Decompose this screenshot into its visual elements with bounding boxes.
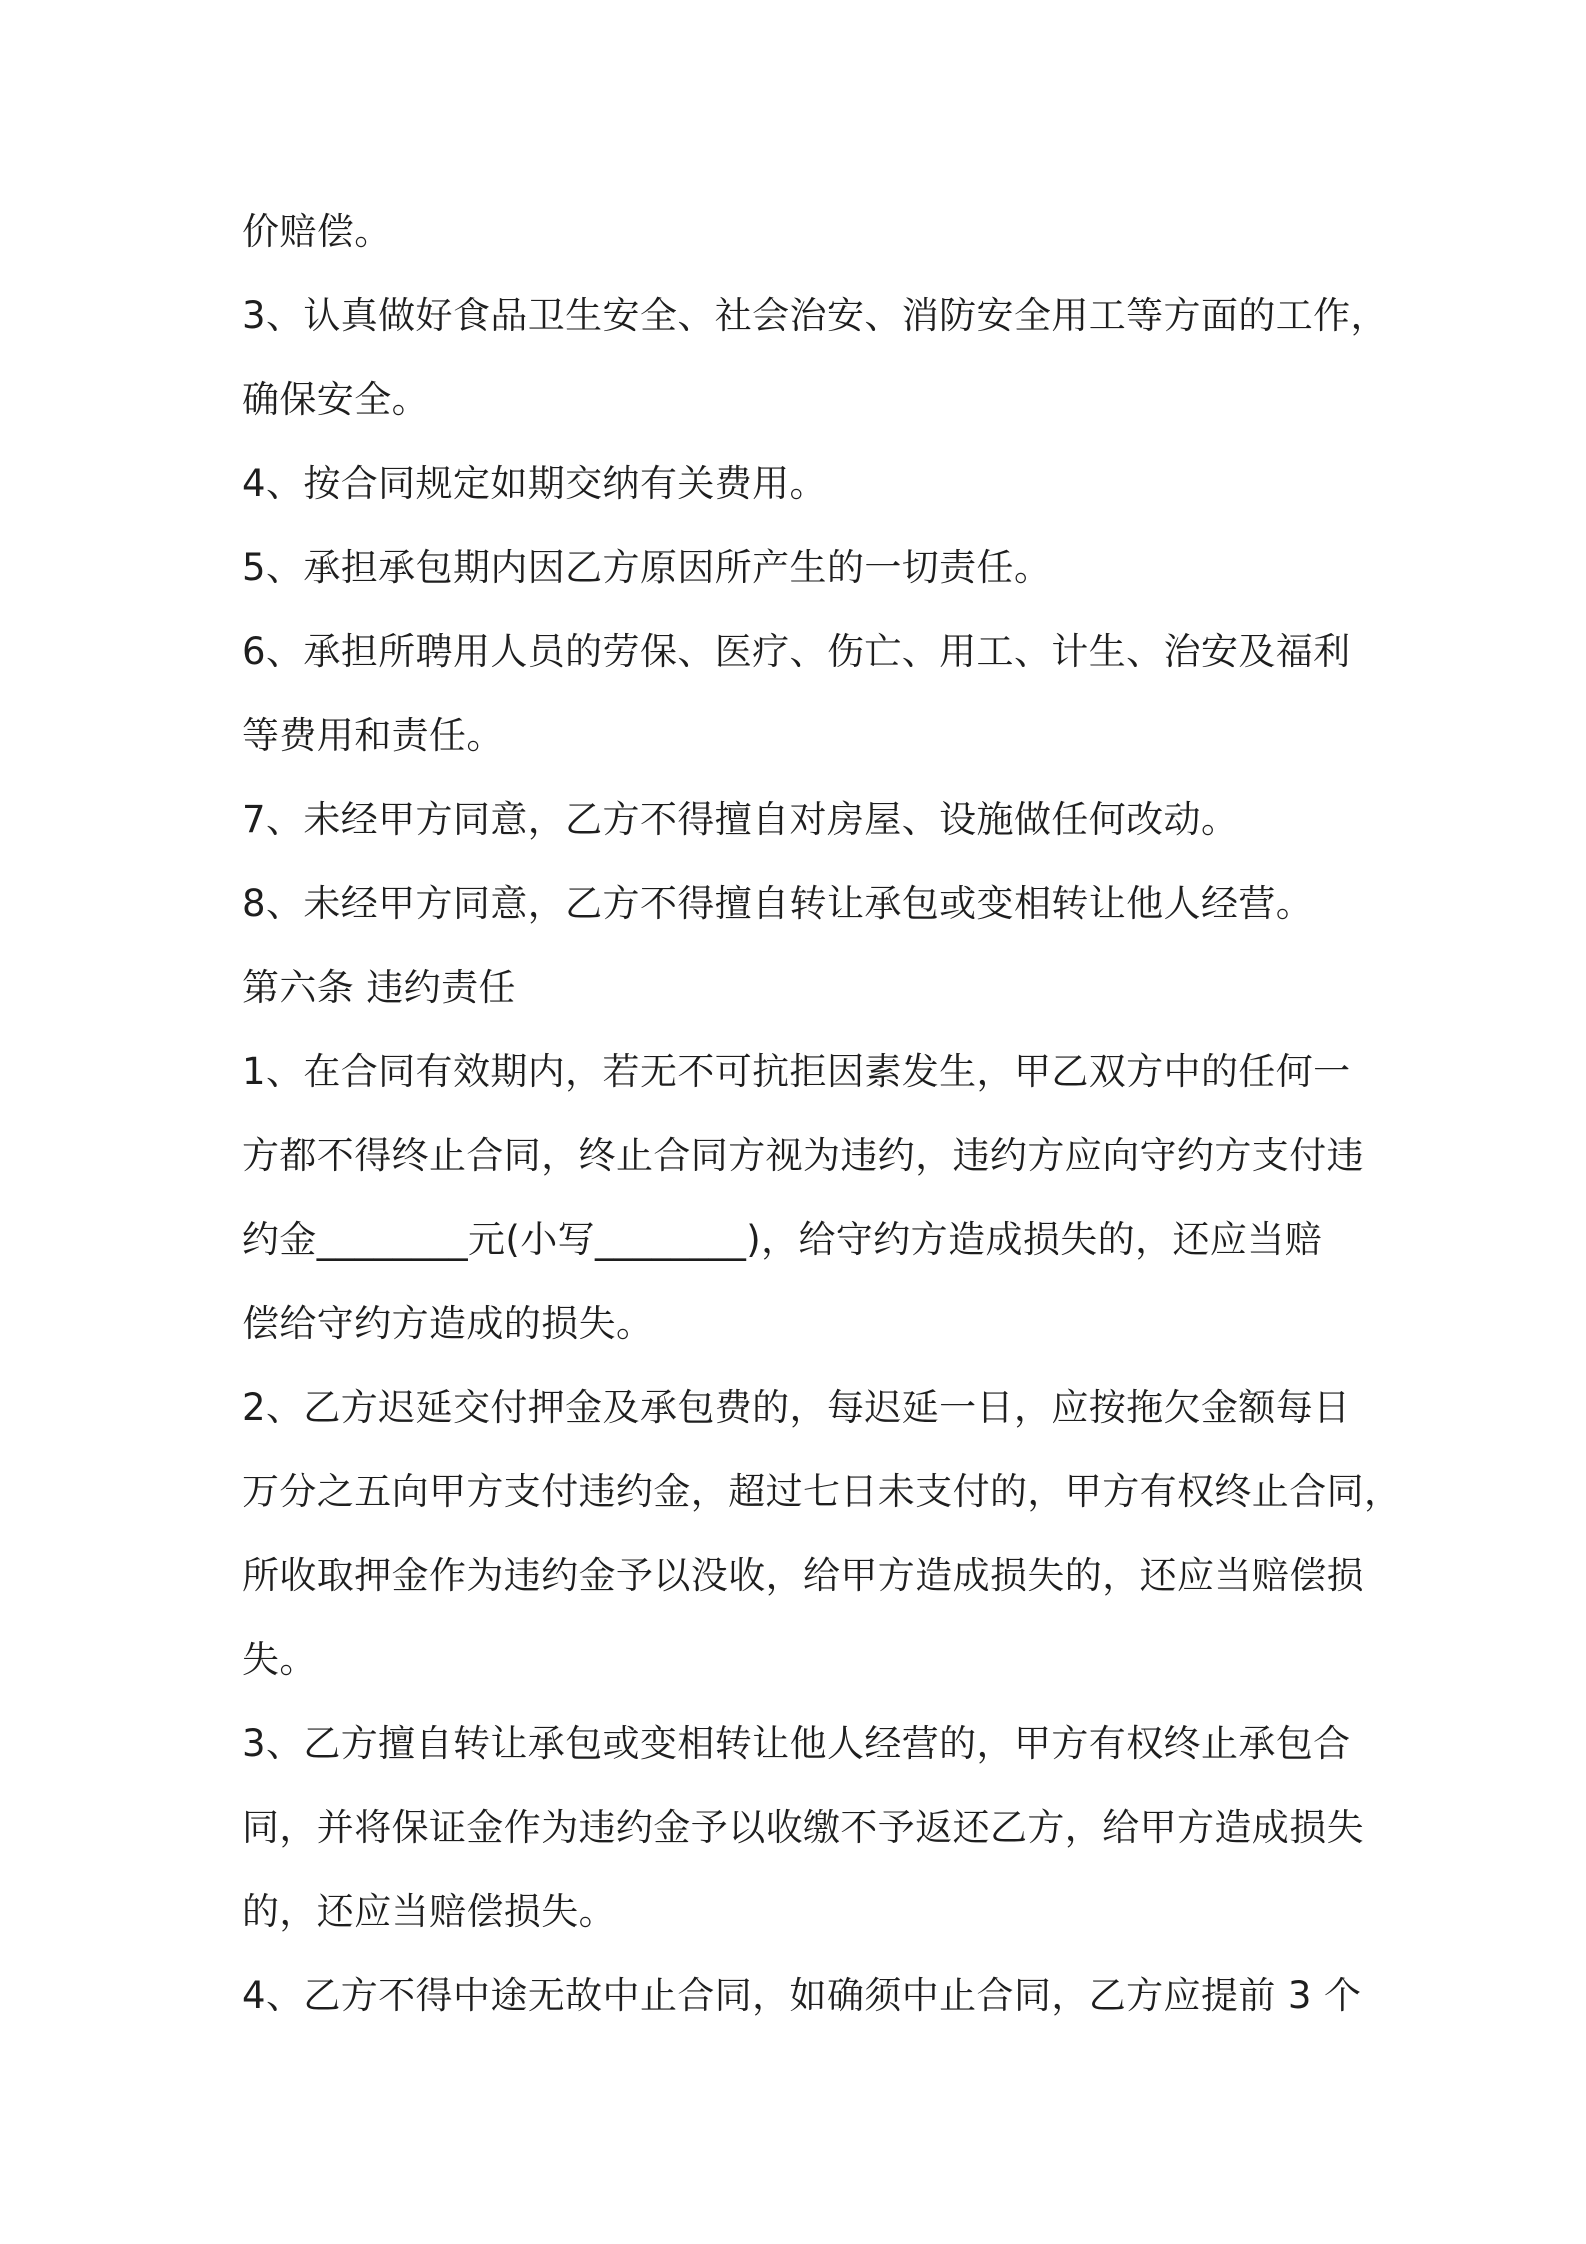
text-line: 7、未经甲方同意，乙方不得擅自对房屋、设施做任何改动。 [242, 798, 1239, 841]
text-line: 失。 [242, 1638, 317, 1681]
text-line: 8、未经甲方同意，乙方不得擅自转让承包或变相转让他人经营。 [242, 882, 1314, 925]
text-line: 偿给守约方造成的损失。 [242, 1302, 654, 1345]
text-line: 1、在合同有效期内，若无不可抗拒因素发生，甲乙双方中的任何一 [242, 1050, 1351, 1093]
text-line: 4、按合同规定如期交纳有关费用。 [242, 462, 827, 505]
text-line: 3、认真做好食品卫生安全、社会治安、消防安全用工等方面的工作， [242, 294, 1388, 337]
text-line: 6、承担所聘用人员的劳保、医疗、伤亡、用工、计生、治安及福利 [242, 630, 1351, 673]
text-line: 的，还应当赔偿损失。 [242, 1890, 616, 1933]
text-line: 约金________元(小写________)，给守约方造成损失的，还应当赔 [242, 1218, 1323, 1261]
text-line: 同，并将保证金作为违约金予以收缴不予返还乙方，给甲方造成损失 [242, 1806, 1364, 1849]
text-line: 所收取押金作为违约金予以没收，给甲方造成损失的，还应当赔偿损 [242, 1554, 1364, 1597]
text-line: 确保安全。 [242, 378, 429, 421]
contract-text-body [242, 190, 1402, 2038]
text-line: 3、乙方擅自转让承包或变相转让他人经营的，甲方有权终止承包合 [242, 1722, 1351, 1765]
text-line: 万分之五向甲方支付违约金，超过七日未支付的，甲方有权终止合同， [242, 1470, 1402, 1513]
text-line: 4、乙方不得中途无故中止合同，如确须中止合同，乙方应提前 3 个 [242, 1974, 1362, 2017]
section-heading: 第六条 违约责任 [242, 966, 516, 1009]
text-line: 2、乙方迟延交付押金及承包费的，每迟延一日，应按拖欠金额每日 [242, 1386, 1351, 1429]
text-line: 价赔偿。 [242, 210, 392, 253]
text-line: 5、承担承包期内因乙方原因所产生的一切责任。 [242, 546, 1052, 589]
text-line: 方都不得终止合同，终止合同方视为违约，违约方应向守约方支付违 [242, 1134, 1364, 1177]
text-line: 等费用和责任。 [242, 714, 504, 757]
